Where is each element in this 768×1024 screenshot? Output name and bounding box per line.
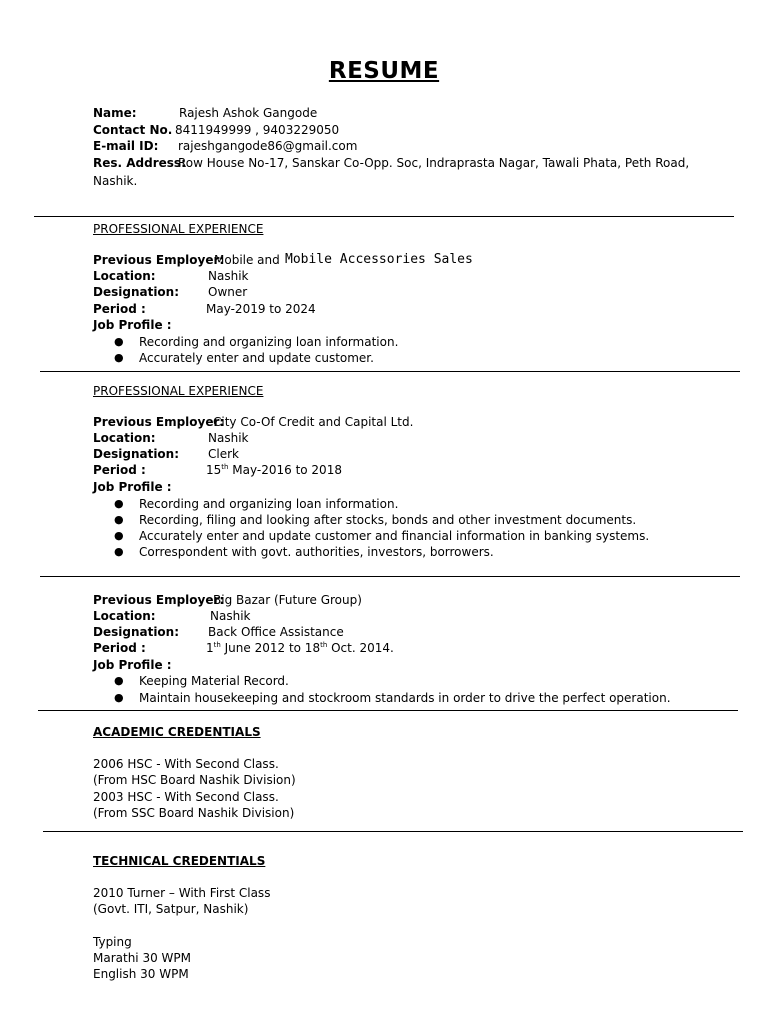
location-value: Nashik [210, 609, 251, 623]
section-heading-academic: ACADEMIC CREDENTIALS [93, 725, 261, 739]
address-label: Res. Address: [93, 156, 186, 170]
duty-item: Recording and organizing loan information. [139, 497, 399, 511]
location-value: Nashik [208, 269, 249, 283]
bullet-icon: ● [114, 691, 124, 704]
divider [40, 576, 740, 577]
section-heading-experience: PROFESSIONAL EXPERIENCE [93, 222, 264, 236]
academic-line: (From SSC Board Nashik Division) [93, 806, 295, 820]
page-title: RESUME [328, 58, 440, 84]
job-profile-label: Job Profile : [93, 318, 172, 332]
duty-item: Keeping Material Record. [139, 674, 289, 688]
duty-item: Maintain housekeeping and stockroom standards in order to drive the perfect operation. [139, 691, 671, 705]
contact-value: 8411949999 , 9403229050 [175, 123, 340, 137]
bullet-icon: ● [114, 351, 124, 364]
designation-value: Clerk [208, 447, 239, 461]
location-label: Location: [93, 609, 156, 623]
job-profile-label: Job Profile : [93, 658, 172, 672]
academic-line: 2006 HSC - With Second Class. [93, 757, 279, 771]
address-line-2: Nashik. [93, 174, 138, 188]
employer-label: Previous Employer: [93, 253, 225, 267]
location-label: Location: [93, 431, 156, 445]
divider [43, 831, 743, 832]
typing-line: Typing [93, 935, 132, 949]
period-label: Period : [93, 302, 146, 316]
employer-value-suffix: Mobile Accessories Sales [285, 252, 473, 267]
bullet-icon: ● [114, 674, 124, 687]
divider [34, 216, 734, 217]
period-value: May-2019 to 2024 [206, 302, 316, 316]
bullet-icon: ● [114, 529, 124, 542]
employer-value: City Co-Of Credit and Capital Ltd. [213, 415, 414, 429]
duty-item: Accurately enter and update customer. [139, 351, 374, 365]
designation-value: Owner [208, 285, 248, 299]
designation-label: Designation: [93, 625, 180, 639]
job-profile-label: Job Profile : [93, 480, 172, 494]
duty-item: Recording, filing and looking after stocks, bonds and other investment documents. [139, 513, 637, 527]
contact-label: Contact No. [93, 123, 173, 137]
employer-label: Previous Employer: [93, 593, 225, 607]
address-line-1: Row House No-17, Sanskar Co-Opp. Soc, Indraprasta Nagar, Tawali Phata, Peth Road, [178, 156, 690, 170]
period-value: 15th May-2016 to 2018 [206, 463, 342, 477]
name-label: Name: [93, 106, 137, 120]
location-label: Location: [93, 269, 156, 283]
duty-item: Recording and organizing loan information. [139, 335, 399, 349]
designation-value: Back Office Assistance [208, 625, 344, 639]
divider [40, 371, 740, 372]
duty-item: Accurately enter and update customer and financial information in banking systems. [139, 529, 650, 543]
location-value: Nashik [208, 431, 249, 445]
email-label: E-mail ID: [93, 139, 159, 153]
employer-value: Big Bazar (Future Group) [213, 593, 362, 607]
designation-label: Designation: [93, 285, 180, 299]
bullet-icon: ● [114, 497, 124, 510]
period-label: Period : [93, 641, 146, 655]
email-value: rajeshgangode86@gmail.com [178, 139, 358, 153]
typing-line: Marathi 30 WPM [93, 951, 191, 965]
divider [38, 710, 738, 711]
duty-item: Correspondent with govt. authorities, investors, borrowers. [139, 545, 494, 559]
name-value: Rajesh Ashok Gangode [179, 106, 318, 120]
employer-value: Mobile and [214, 253, 280, 267]
academic-line: 2003 HSC - With Second Class. [93, 790, 279, 804]
period-value: 1th June 2012 to 18th Oct. 2014. [206, 641, 394, 655]
bullet-icon: ● [114, 335, 124, 348]
period-label: Period : [93, 463, 146, 477]
technical-line: (Govt. ITI, Satpur, Nashik) [93, 902, 249, 916]
section-heading-technical: TECHNICAL CREDENTIALS [93, 854, 266, 868]
academic-line: (From HSC Board Nashik Division) [93, 773, 296, 787]
section-heading-experience: PROFESSIONAL EXPERIENCE [93, 384, 264, 398]
typing-line: English 30 WPM [93, 967, 189, 981]
technical-line: 2010 Turner – With First Class [93, 886, 271, 900]
employer-label: Previous Employer: [93, 415, 225, 429]
bullet-icon: ● [114, 513, 124, 526]
bullet-icon: ● [114, 545, 124, 558]
designation-label: Designation: [93, 447, 180, 461]
